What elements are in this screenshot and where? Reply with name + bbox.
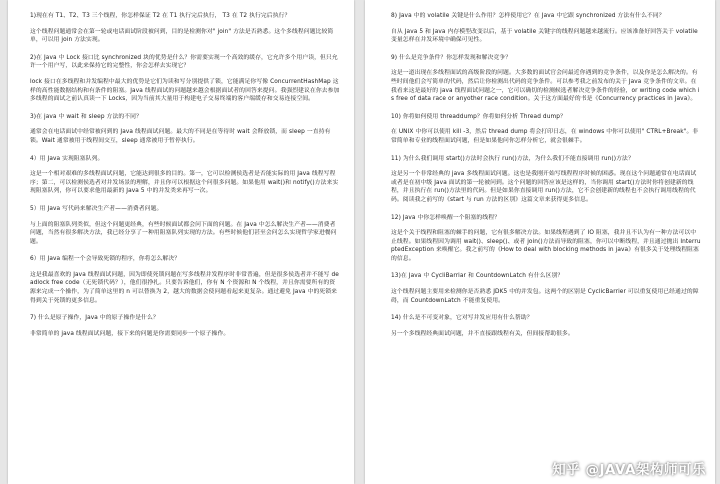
paragraph: 这是一个相对艰难的多线程面试问题，它能达到很多的目的。第一，它可以检测侯选者是否能实际的用 Java 线程写程序；第二，可以检测侯选者对并发场景的理解，并且你可以根据这个问很多问题。如果他用 wait()和 notify()方法来实现阻塞队列，你可以要求他用最新的 Java 5 中的并发类来再写一次。 [30, 171, 339, 195]
paragraph: 与上面的阻塞队列类似，但这个问题更经典，有些时候面试都会问下面的问题。在 Java 中怎么解决生产者——消费者问题，当然有很多解决方法，我已经分享了一种用阻塞队列实现的方法。有些时候他们甚至会问怎么实现哲学家进餐问题。 [30, 221, 337, 245]
paragraph: 4）用 Java 实现阻塞队列。 [30, 155, 104, 162]
paragraph: 11) 为什么我们调用 start()方法时会执行 run()方法，为什么我们不能直接调用 run()方法？ [391, 155, 634, 162]
paragraph: 6）用 Java 编程一个会导致死锁的程序，你将怎么解决？ [30, 256, 181, 263]
paragraph: 14) 什么是不可变对象，它对写并发应用有什么帮助？ [391, 315, 533, 322]
paragraph: 这个线程问题主要用来检测你是否熟悉 JDK5 中的并发包。这两个的区别是 CyclicBarrier 可以重复使用已经通过的障碍，而 CountdownLatch 不能重复使用。 [391, 289, 699, 304]
paragraph: 这是一道出现在多线程面试的高级阶段的问题。大多数的面试官会问最近你遇到的竞争条件，以及你是怎么解决的。有些时间他们会写简单的代码，然后让你检测出代码的竞争条件。可以参考我之前发布的关于 Java 竞争条件的文章。在我看来这是最好的 java 线程面试问题之一，它可以确切的检测候选者解决竞争条件的经验，or writing code which is free of data race or anyother race condition。关于这方面最好的书是《Concurrency practices in Java》。 [391, 70, 700, 103]
paragraph: 13)在 Java 中 CycliBarriar 和 CountdownLatch 有什么区别？ [391, 273, 564, 280]
paragraph: 3)在 java 中 wait 和 sleep 方法的不同？ [30, 113, 142, 120]
paragraph: 2)在 Java 中 Lock 接口比 synchronized 块的优势是什么？你需要实现一个高效的缓存，它允许多个用户读，但只允许一个用户写，以此来保持它的完整性，你会怎样去实现它？ [30, 54, 338, 70]
paragraph: 这是个关于线程和阻塞的棘手的问题，它有很多解决方法。如果线程遇到了 IO 阻塞，我并且不认为有一种方法可以中止线程。如果线程因为调用 wait()、sleep()、或者 join()方法而导致的阻塞，你可以中断线程，并且通过抛出 InterruptedException 来唤醒它。我之前写的《How to deal with blocking methods in java》有很多关于处理线程阻塞的信息。 [391, 230, 701, 262]
paragraph: 8) Java 中的 volatile 关键是什么作用？怎样使用它？在 Java 中它跟 synchronized 方法有什么不同？ [391, 13, 665, 19]
left-page [8, 0, 354, 484]
paragraph: 非常简单的 java 线程面试问题，接下来的问题是你需要同步一个原子操作。 [30, 330, 230, 337]
paragraph: 7) 什么是原子操作，Java 中的原子操作是什么？ [30, 315, 159, 322]
paragraph: 这是我最喜欢的 Java 线程面试问题，因为即使死锁问题在写多线程并发程序时非常普遍，但是很多侯选者并不能写 deadlock free code（无死锁代码？），他们很挣扎。只要告诉他们，你有 N 个资源和 N 个线程，并且你需要所有的资源来完成一个操作，为了简单这里的 n 可以替换为 2，越大的数据会使问题看起来更复杂。通过避免 Java 中的死锁来得到关于死锁的更多信息。 [30, 271, 339, 304]
paragraph: 1)现在有 T1、T2、T3 三个线程，你怎样保证 T2 在 T1 执行完后执行， T3 在 T2 执行完后执行？ [30, 13, 291, 19]
paragraph: 另一个多线程经典面试问题，并不直接跟线程有关，但间接帮助很多。 [391, 330, 574, 337]
paragraph: 这是另一个非常经典的 java 多线程面试问题。这也是我刚开始写线程程序时候的困惑。现在这个问题通常在电话面试或者是在初中级 Java 面试的第一轮被问到。这个问题的回答应该是这样的，当你调用 start()方法时你将创建新的线程，并且执行在 run()方法里的代码。但是如果你直接调用 run()方法，它不会创建新的线程也不会执行调用线程的代码。阅读我之前写的《start 与 run 方法的区别》这篇文章来获得更多信息。 [391, 171, 697, 203]
paragraph: 10) 你将如何使用 threaddump？你将如何分析 Thread dump？ [391, 113, 566, 120]
paragraph: 9) 什么是竞争条件？你怎样发现和解决竞争？ [391, 54, 512, 61]
paragraph: 这个线程问题通常会在第一轮或电话面试阶段被问到，目的是检测你对" join" 方法是否熟悉。这个多线程问题比较简单，可以用 join 方法实现。 [30, 28, 334, 44]
paragraph: 自从 Java 5 和 Java 内存模型改变以后，基于 volatile 关键字的线程问题越来越流行。应该准备好回答关于 volatile 变量怎样在并发环境中确保可见性。 [391, 28, 700, 44]
paragraph: 在 UNIX 中你可以使用 kill -3，然后 thread dump 将会打印日志，在 windows 中你可以使用" CTRL+Break"。非常简单和专业的线程面试问题，但是如果他问你怎样分析它，就会很棘手。 [391, 129, 699, 144]
right-page [365, 0, 715, 484]
paragraph: lock 接口在多线程和并发编程中最大的优势是它们为读和写分别提供了锁，它能满足你写像 ConcurrentHashMap 这样的高性能数据结构和有条件的阻塞。Java 线程面试的问题越来越会根据面试者的回答来提问。我强烈建议在你去参加多线程的面试之前认真读一下 Locks，因为当前其大量用于构建电子交易终端的客户端缓存和交易连接空间。 [30, 78, 340, 103]
watermark: 知乎 @JAVA架构师可乐 [552, 462, 706, 478]
paragraph: 5）用 Java 写代码来解决生产者——消费者问题。 [30, 205, 163, 212]
paragraph: 通常会在电话面试中经常被问到的 Java 线程面试问题。最大的不同是在等待时 wait 会释放锁，而 sleep 一直持有锁。Wait 通常被用于线程间交互，sleep 通常被用于暂停执行。 [30, 129, 331, 144]
paragraph: 12) Java 中你怎样唤醒一个阻塞的线程？ [391, 214, 501, 221]
